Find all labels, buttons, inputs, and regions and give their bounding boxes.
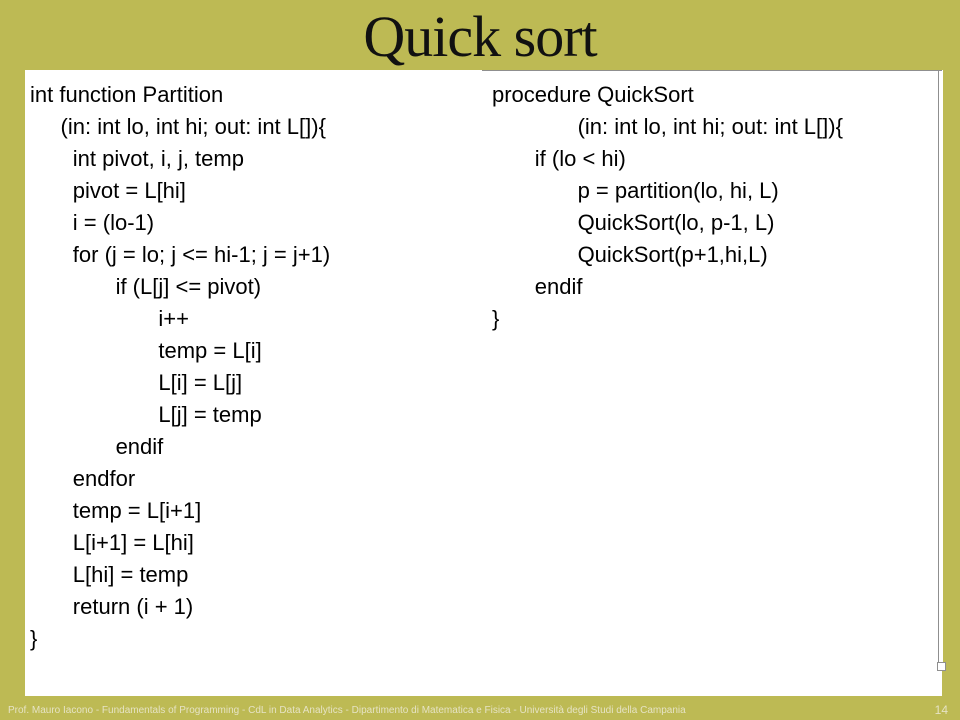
partition-code-line: endfor [30, 466, 136, 491]
panel-right-edge [938, 70, 943, 666]
partition-code-line: int pivot, i, j, temp [30, 146, 244, 171]
partition-code-line: return (i + 1) [30, 594, 194, 619]
partition-code-line: L[i+1] = L[hi] [30, 530, 194, 555]
partition-code-line: int function Partition [30, 82, 224, 107]
quicksort-code-line: QuickSort(lo, p-1, L) [492, 210, 775, 235]
partition-code-line: L[i] = L[j] [30, 370, 243, 395]
quicksort-code-line: p = partition(lo, hi, L) [492, 178, 779, 203]
quicksort-code-line: if (lo < hi) [492, 146, 626, 171]
partition-code-line: if (L[j] <= pivot) [30, 274, 262, 299]
partition-code-line: i = (lo-1) [30, 210, 155, 235]
slide-title: Quick sort [363, 4, 597, 69]
partition-code-line: pivot = L[hi] [30, 178, 186, 203]
partition-code-block [30, 79, 480, 655]
partition-code-line: } [30, 626, 38, 651]
footer-credit: Prof. Mauro Iacono - Fundamentals of Programming - CdL in Data Analytics - Dipartimento di Matematica e Fisica - Università degli Studi della Campania [8, 705, 686, 716]
panel-top-rule [482, 70, 942, 71]
quicksort-code-line: (in: int lo, int hi; out: int L[]){ [492, 114, 843, 139]
quicksort-code-line: QuickSort(p+1,hi,L) [492, 242, 768, 267]
partition-code-line: temp = L[i+1] [30, 498, 202, 523]
partition-code-line: for (j = lo; j <= hi-1; j = j+1) [30, 242, 331, 267]
panel-corner-handle [937, 662, 946, 671]
partition-code-line: i++ [30, 306, 189, 331]
quicksort-code-block [492, 79, 932, 335]
quicksort-code-line: } [492, 306, 500, 331]
partition-code-line: endif [30, 434, 164, 459]
partition-code-line: temp = L[i] [30, 338, 262, 363]
quicksort-code-line: endif [492, 274, 583, 299]
partition-code-line: L[j] = temp [30, 402, 262, 427]
partition-code-line: (in: int lo, int hi; out: int L[]){ [30, 114, 326, 139]
page-number: 14 [934, 703, 948, 717]
partition-code-line: L[hi] = temp [30, 562, 189, 587]
quicksort-code-line: procedure QuickSort [492, 82, 694, 107]
